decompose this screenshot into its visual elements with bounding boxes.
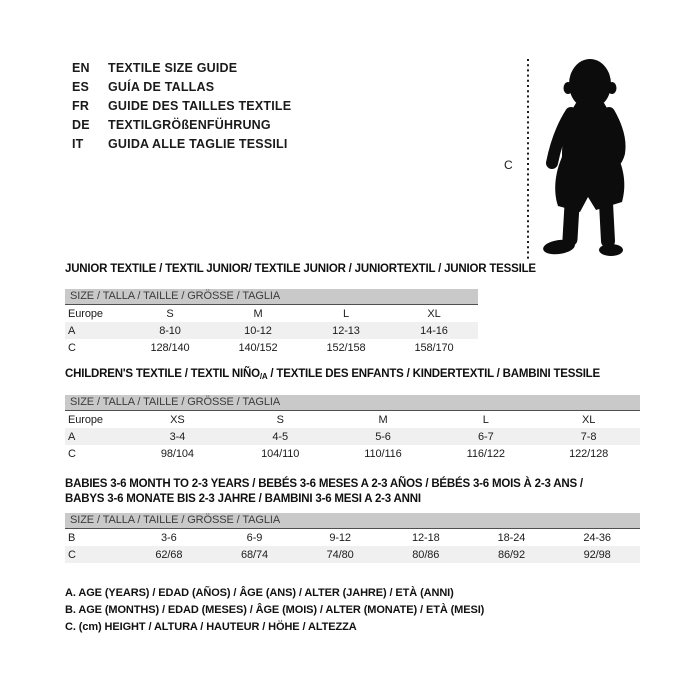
footnote-c: C. (cm) HEIGHT / ALTURA / HAUTEUR / HÖHE / ALTEZZA (65, 621, 357, 633)
table-row (65, 339, 478, 356)
lang-row-en (72, 59, 291, 78)
row-label: A (68, 324, 76, 337)
cell: 116/122 (466, 447, 505, 460)
cell: 12-18 (411, 531, 440, 544)
footnote-a: A. AGE (YEARS) / EDAD (AÑOS) / ÂGE (ANS) / ALTER (JAHRE) / ETÀ (ANNI) (65, 587, 454, 599)
babies-section (65, 477, 640, 563)
babies-title-line2: BABYS 3-6 MONATE BIS 2-3 JAHRE / BAMBINI 3-6 MESI A 2-3 ANNI (65, 493, 421, 505)
table-row (65, 529, 640, 546)
lang-label: GUIDA ALLE TAGLIE TESSILI (108, 137, 288, 151)
table-row (65, 305, 478, 322)
cell: 9-12 (329, 531, 351, 544)
lang-row-fr (72, 97, 291, 116)
language-header (72, 59, 291, 154)
cell: 140/152 (238, 341, 278, 354)
cell: 7-8 (580, 430, 597, 443)
junior-size-bar: SIZE / TALLA / TAILLE / GRÖSSE / TAGLIA (65, 289, 478, 305)
junior-table (65, 305, 478, 356)
cell: 110/116 (364, 447, 402, 460)
row-label: Europe (68, 413, 103, 426)
row-label: Europe (68, 307, 103, 320)
cell: 122/128 (569, 447, 609, 460)
footnote-b: B. AGE (MONTHS) / EDAD (MESES) / ÂGE (MOIS) / ALTER (MONATE) / ETÀ (MESI) (65, 604, 485, 616)
table-row (65, 411, 640, 428)
cell: 10-12 (244, 324, 272, 337)
lang-code: EN (72, 61, 90, 75)
cell: 3-4 (169, 430, 186, 443)
lang-row-it (72, 135, 291, 154)
cell: M (378, 413, 388, 426)
babies-title (65, 477, 640, 507)
cell: 6-7 (477, 430, 494, 443)
cell: 128/140 (150, 341, 190, 354)
cell: 68/74 (240, 548, 268, 561)
lang-code: FR (72, 99, 90, 113)
cell: 80/86 (412, 548, 440, 561)
title-text: / TEXTILE DES ENFANTS / KINDERTEXTIL / BAMBINI TESSILE (267, 368, 600, 380)
cell: 92/98 (583, 548, 611, 561)
children-size-bar: SIZE / TALLA / TAILLE / GRÖSSE / TAGLIA (65, 395, 640, 411)
lang-code: DE (72, 118, 90, 132)
cell: XS (170, 413, 185, 426)
dimension-c-label: C (504, 158, 513, 172)
lang-code: IT (72, 137, 84, 151)
junior-title: JUNIOR TEXTILE / TEXTIL JUNIOR/ TEXTILE JUNIOR / JUNIORTEXTIL / JUNIOR TESSILE (65, 263, 536, 275)
cell: 86/92 (497, 548, 525, 561)
lang-code: ES (72, 80, 90, 94)
row-label: C (68, 341, 76, 354)
children-section (65, 368, 640, 462)
children-title (65, 368, 640, 381)
cell: 18-24 (497, 531, 526, 544)
baby-silhouette-icon (498, 45, 638, 265)
row-label: B (68, 531, 76, 544)
cell: 12-13 (332, 324, 360, 337)
row-label: C (68, 548, 76, 561)
children-table (65, 411, 640, 462)
cell: 104/110 (261, 447, 300, 460)
cell: 98/104 (160, 447, 194, 460)
lang-label: GUÍA DE TALLAS (108, 80, 215, 94)
babies-title-line1: BABIES 3-6 MONTH TO 2-3 YEARS / BEBÉS 3-6 MESES A 2-3 AÑOS / BÉBÉS 3-6 MOIS À 2-3 ANS / (65, 478, 583, 490)
cell: S (166, 307, 174, 320)
row-label: A (68, 430, 76, 443)
title-sub: /A (259, 372, 268, 381)
footnotes (65, 585, 484, 636)
cell: 4-5 (272, 430, 288, 443)
lang-label: GUIDE DES TAILLES TEXTILE (108, 99, 292, 113)
cell: 14-16 (420, 324, 448, 337)
height-figure (498, 45, 638, 265)
lang-label: TEXTILGRÖßENFÜHRUNG (108, 118, 271, 132)
lang-row-de (72, 116, 291, 135)
cell: 6-9 (246, 531, 263, 544)
row-label: C (68, 447, 76, 460)
cell: L (482, 413, 489, 426)
table-row (65, 546, 640, 563)
table-row (65, 322, 478, 339)
cell: 62/68 (155, 548, 183, 561)
babies-table (65, 529, 640, 563)
table-row (65, 428, 640, 445)
cell: 158/170 (414, 341, 454, 354)
lang-label: TEXTILE SIZE GUIDE (108, 61, 238, 75)
junior-section (65, 263, 536, 356)
cell: 3-6 (161, 531, 177, 544)
cell: L (342, 307, 350, 320)
cell: 5-6 (375, 430, 391, 443)
table-row (65, 445, 640, 462)
cell: XL (581, 413, 596, 426)
cell: M (253, 307, 263, 320)
babies-size-bar: SIZE / TALLA / TAILLE / GRÖSSE / TAGLIA (65, 513, 640, 529)
lang-row-es (72, 78, 291, 97)
cell: 152/158 (326, 341, 366, 354)
cell: 8-10 (159, 324, 181, 337)
cell: XL (427, 307, 441, 320)
cell: 24-36 (583, 531, 611, 544)
cell: 74/80 (326, 548, 354, 561)
cell: S (276, 413, 284, 426)
title-text: CHILDREN'S TEXTILE / TEXTIL NIÑO (65, 368, 260, 380)
